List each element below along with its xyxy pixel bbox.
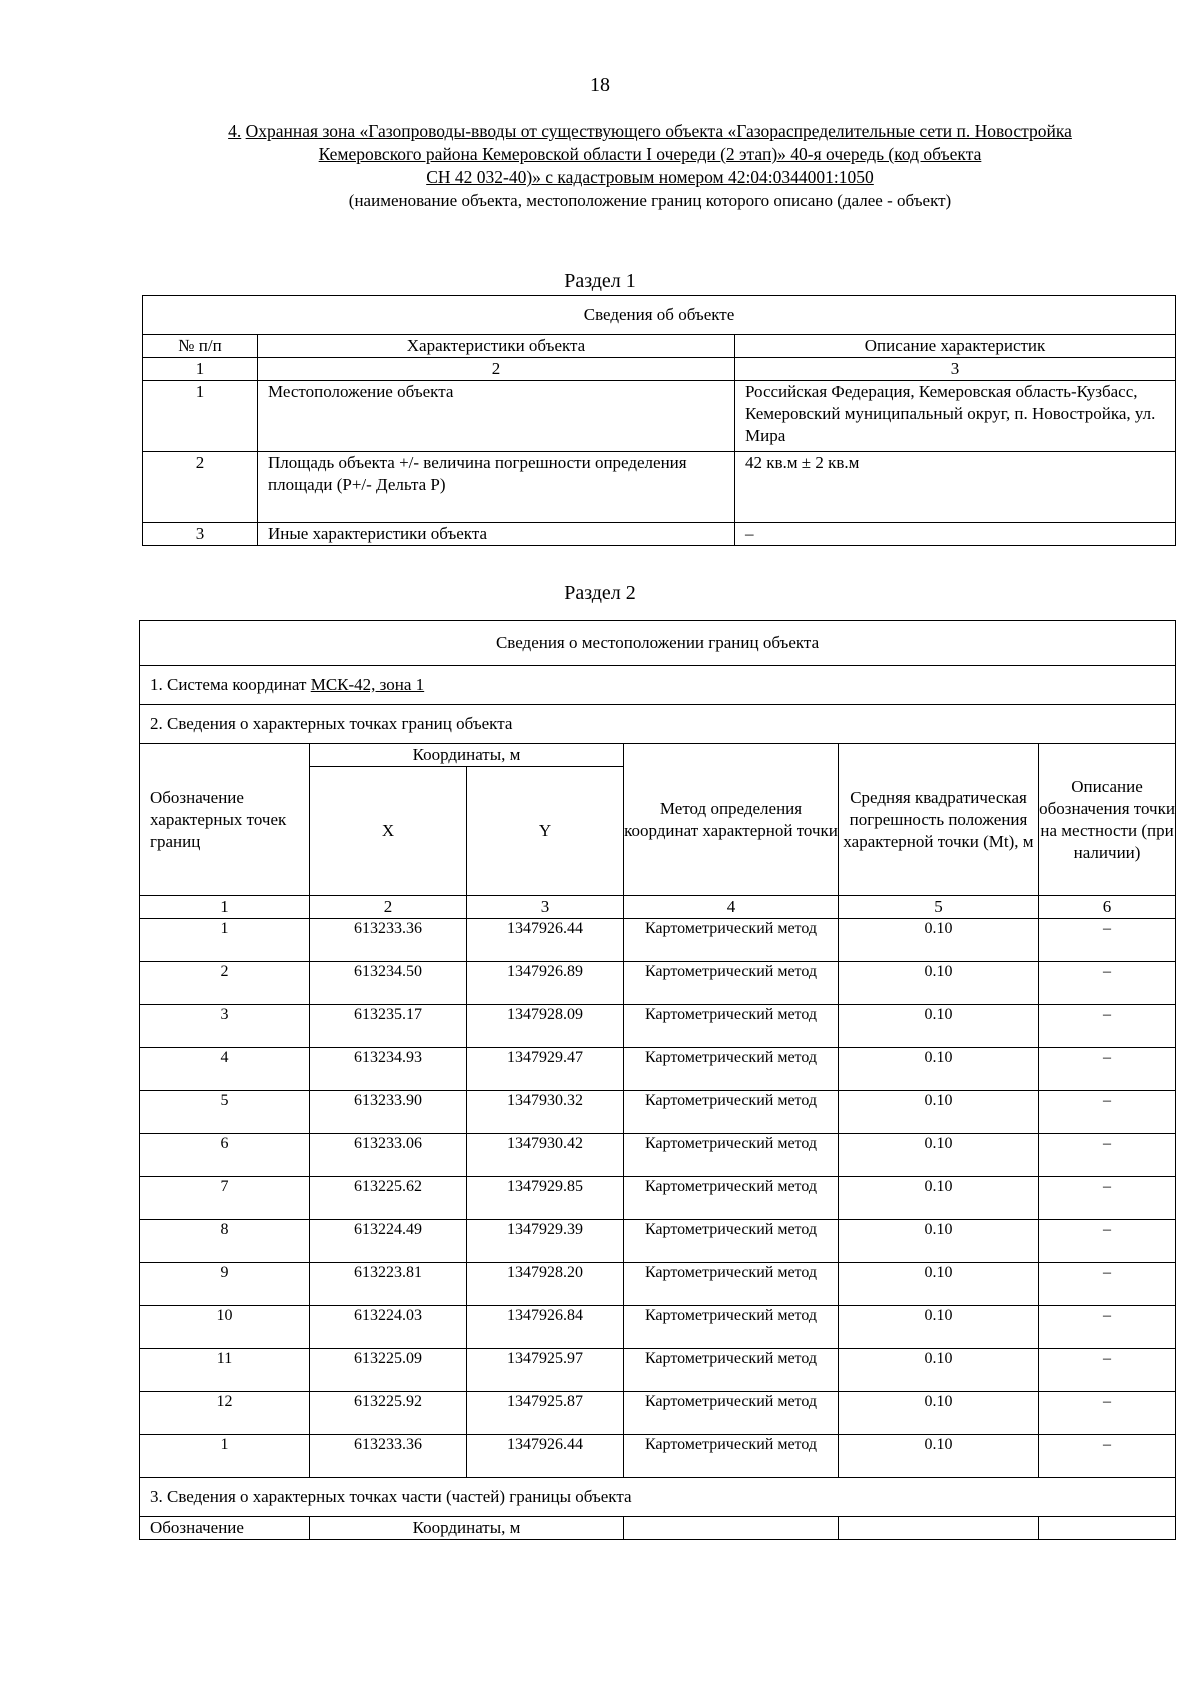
point-description: – <box>1039 1177 1176 1220</box>
point-method: Картометрический метод <box>624 1435 839 1478</box>
parts-header-empty <box>839 1517 1039 1540</box>
col-number: 1 <box>143 358 258 381</box>
point-number: 9 <box>140 1263 310 1306</box>
point-y: 1347926.44 <box>467 919 624 962</box>
point-number: 3 <box>140 1005 310 1048</box>
point-y: 1347929.39 <box>467 1220 624 1263</box>
point-x: 613233.06 <box>310 1134 467 1177</box>
point-x: 613234.50 <box>310 962 467 1005</box>
point-x: 613234.93 <box>310 1048 467 1091</box>
header-y: Y <box>467 767 624 896</box>
heading-note: (наименование объекта, местоположение границ которого описано (далее - объект) <box>348 191 952 210</box>
point-method: Картометрический метод <box>624 1392 839 1435</box>
header-method: Метод определения координат характерной точки <box>624 744 839 896</box>
heading-text: Охранная зона «Газопроводы-вводы от существующего объекта «Газораспределительные сети п. Новостройка <box>245 121 1072 141</box>
point-method: Картометрический метод <box>624 962 839 1005</box>
point-number: 4 <box>140 1048 310 1091</box>
table-row <box>140 1005 1176 1048</box>
point-error: 0.10 <box>839 1349 1039 1392</box>
point-description: – <box>1039 1306 1176 1349</box>
object-info-table <box>142 295 1176 546</box>
point-description: – <box>1039 1392 1176 1435</box>
point-y: 1347930.32 <box>467 1091 624 1134</box>
point-number: 1 <box>140 1435 310 1478</box>
point-method: Картометрический метод <box>624 1306 839 1349</box>
heading-line-3: СН 42 032-40)» с кадастровым номером 42:04:0344001:1050 <box>426 167 874 187</box>
point-number: 6 <box>140 1134 310 1177</box>
row-value: – <box>735 523 1176 546</box>
col-number: 3 <box>735 358 1176 381</box>
point-error: 0.10 <box>839 1306 1039 1349</box>
point-method: Картометрический метод <box>624 1134 839 1177</box>
point-description: – <box>1039 1005 1176 1048</box>
boundary-caption: Сведения о местоположении границ объекта <box>140 621 1176 666</box>
point-error: 0.10 <box>839 1435 1039 1478</box>
table-row <box>140 1435 1176 1478</box>
point-error: 0.10 <box>839 1091 1039 1134</box>
table-row <box>140 1392 1176 1435</box>
table-row <box>140 1306 1176 1349</box>
point-number: 7 <box>140 1177 310 1220</box>
point-error: 0.10 <box>839 1392 1039 1435</box>
point-y: 1347930.42 <box>467 1134 624 1177</box>
col-number: 4 <box>624 896 839 919</box>
table-row <box>140 1349 1176 1392</box>
header-description: Описание обозначения точки на местности (при наличии) <box>1039 744 1176 896</box>
point-description: – <box>1039 1048 1176 1091</box>
point-method: Картометрический метод <box>624 1048 839 1091</box>
table-row <box>143 452 1176 523</box>
row-number: 2 <box>143 452 258 523</box>
point-description: – <box>1039 1263 1176 1306</box>
point-number: 10 <box>140 1306 310 1349</box>
col-number: 5 <box>839 896 1039 919</box>
point-y: 1347926.89 <box>467 962 624 1005</box>
header-x: X <box>310 767 467 896</box>
point-description: – <box>1039 1134 1176 1177</box>
col-number: 2 <box>310 896 467 919</box>
point-method: Картометрический метод <box>624 1005 839 1048</box>
row-name: Местоположение объекта <box>258 381 735 452</box>
point-description: – <box>1039 919 1176 962</box>
point-x: 613225.92 <box>310 1392 467 1435</box>
page-number: 18 <box>590 74 610 96</box>
point-error: 0.10 <box>839 1048 1039 1091</box>
col-number: 6 <box>1039 896 1176 919</box>
point-method: Картометрический метод <box>624 1177 839 1220</box>
table-row <box>140 1048 1176 1091</box>
table-row <box>140 1263 1176 1306</box>
heading-line-1 <box>150 120 1150 143</box>
object-info-caption: Сведения об объекте <box>143 296 1176 335</box>
point-error: 0.10 <box>839 1220 1039 1263</box>
parts-header-coords: Координаты, м <box>310 1517 624 1540</box>
row-number: 3 <box>143 523 258 546</box>
point-x: 613235.17 <box>310 1005 467 1048</box>
section-1-title: Раздел 1 <box>564 270 636 292</box>
header-number: № п/п <box>143 335 258 358</box>
parts-header-empty <box>1039 1517 1176 1540</box>
point-error: 0.10 <box>839 1134 1039 1177</box>
point-x: 613223.81 <box>310 1263 467 1306</box>
point-method: Картометрический метод <box>624 1349 839 1392</box>
table-row <box>140 919 1176 962</box>
point-method: Картометрический метод <box>624 919 839 962</box>
point-number: 12 <box>140 1392 310 1435</box>
point-x: 613233.36 <box>310 1435 467 1478</box>
point-number: 11 <box>140 1349 310 1392</box>
row-name: Площадь объекта +/- величина погрешности определения площади (P+/- Дельта P) <box>258 452 735 523</box>
point-number: 1 <box>140 919 310 962</box>
point-error: 0.10 <box>839 919 1039 962</box>
table-row <box>140 1091 1176 1134</box>
point-x: 613225.09 <box>310 1349 467 1392</box>
point-method: Картометрический метод <box>624 1263 839 1306</box>
heading-line-2: Кемеровского района Кемеровской области I очереди (2 этап)» 40-я очередь (код объекта <box>318 144 982 164</box>
point-error: 0.10 <box>839 1005 1039 1048</box>
parts-header-empty <box>624 1517 839 1540</box>
point-x: 613233.90 <box>310 1091 467 1134</box>
header-error: Средняя квадратическая погрешность положения характерной точки (Mt), м <box>839 744 1039 896</box>
point-x: 613225.62 <box>310 1177 467 1220</box>
boundary-points-table <box>139 620 1176 1540</box>
parts-caption: 3. Сведения о характерных точках части (частей) границы объекта <box>140 1478 1176 1517</box>
row-value: Российская Федерация, Кемеровская область-Кузбасс, Кемеровский муниципальный округ, п. Новостройка, ул. Мира <box>735 381 1176 452</box>
point-y: 1347925.97 <box>467 1349 624 1392</box>
point-y: 1347926.44 <box>467 1435 624 1478</box>
point-number: 5 <box>140 1091 310 1134</box>
table-row <box>140 1220 1176 1263</box>
table-row <box>140 962 1176 1005</box>
header-characteristic: Характеристики объекта <box>258 335 735 358</box>
point-method: Картометрический метод <box>624 1091 839 1134</box>
coord-system-value: МСК-42, зона 1 <box>310 675 425 694</box>
point-y: 1347928.09 <box>467 1005 624 1048</box>
row-name: Иные характеристики объекта <box>258 523 735 546</box>
parts-header-designation: Обозначение <box>140 1517 310 1540</box>
col-number: 1 <box>140 896 310 919</box>
table-row <box>143 381 1176 452</box>
point-y: 1347925.87 <box>467 1392 624 1435</box>
header-designation: Обозначение характерных точек границ <box>140 744 310 896</box>
point-x: 613224.49 <box>310 1220 467 1263</box>
coord-system-label: 1. Система координат <box>150 675 307 694</box>
point-description: – <box>1039 962 1176 1005</box>
point-description: – <box>1039 1091 1176 1134</box>
heading-number: 4. <box>228 121 242 141</box>
point-error: 0.10 <box>839 1177 1039 1220</box>
point-x: 613233.36 <box>310 919 467 962</box>
point-y: 1347928.20 <box>467 1263 624 1306</box>
section-2-title: Раздел 2 <box>564 582 636 604</box>
point-number: 2 <box>140 962 310 1005</box>
point-description: – <box>1039 1349 1176 1392</box>
col-number: 2 <box>258 358 735 381</box>
table-row <box>140 1177 1176 1220</box>
point-error: 0.10 <box>839 1263 1039 1306</box>
point-method: Картометрический метод <box>624 1220 839 1263</box>
document-heading <box>150 120 1150 212</box>
point-error: 0.10 <box>839 962 1039 1005</box>
points-caption: 2. Сведения о характерных точках границ объекта <box>140 705 1176 744</box>
col-number: 3 <box>467 896 624 919</box>
point-y: 1347929.47 <box>467 1048 624 1091</box>
point-description: – <box>1039 1435 1176 1478</box>
point-x: 613224.03 <box>310 1306 467 1349</box>
header-description: Описание характеристик <box>735 335 1176 358</box>
table-row <box>143 523 1176 546</box>
coord-system-row <box>140 666 1176 705</box>
row-value: 42 кв.м ± 2 кв.м <box>735 452 1176 523</box>
header-coords: Координаты, м <box>310 744 624 767</box>
point-description: – <box>1039 1220 1176 1263</box>
point-number: 8 <box>140 1220 310 1263</box>
point-y: 1347926.84 <box>467 1306 624 1349</box>
points-body <box>140 919 1176 1478</box>
row-number: 1 <box>143 381 258 452</box>
table-row <box>140 1134 1176 1177</box>
point-y: 1347929.85 <box>467 1177 624 1220</box>
